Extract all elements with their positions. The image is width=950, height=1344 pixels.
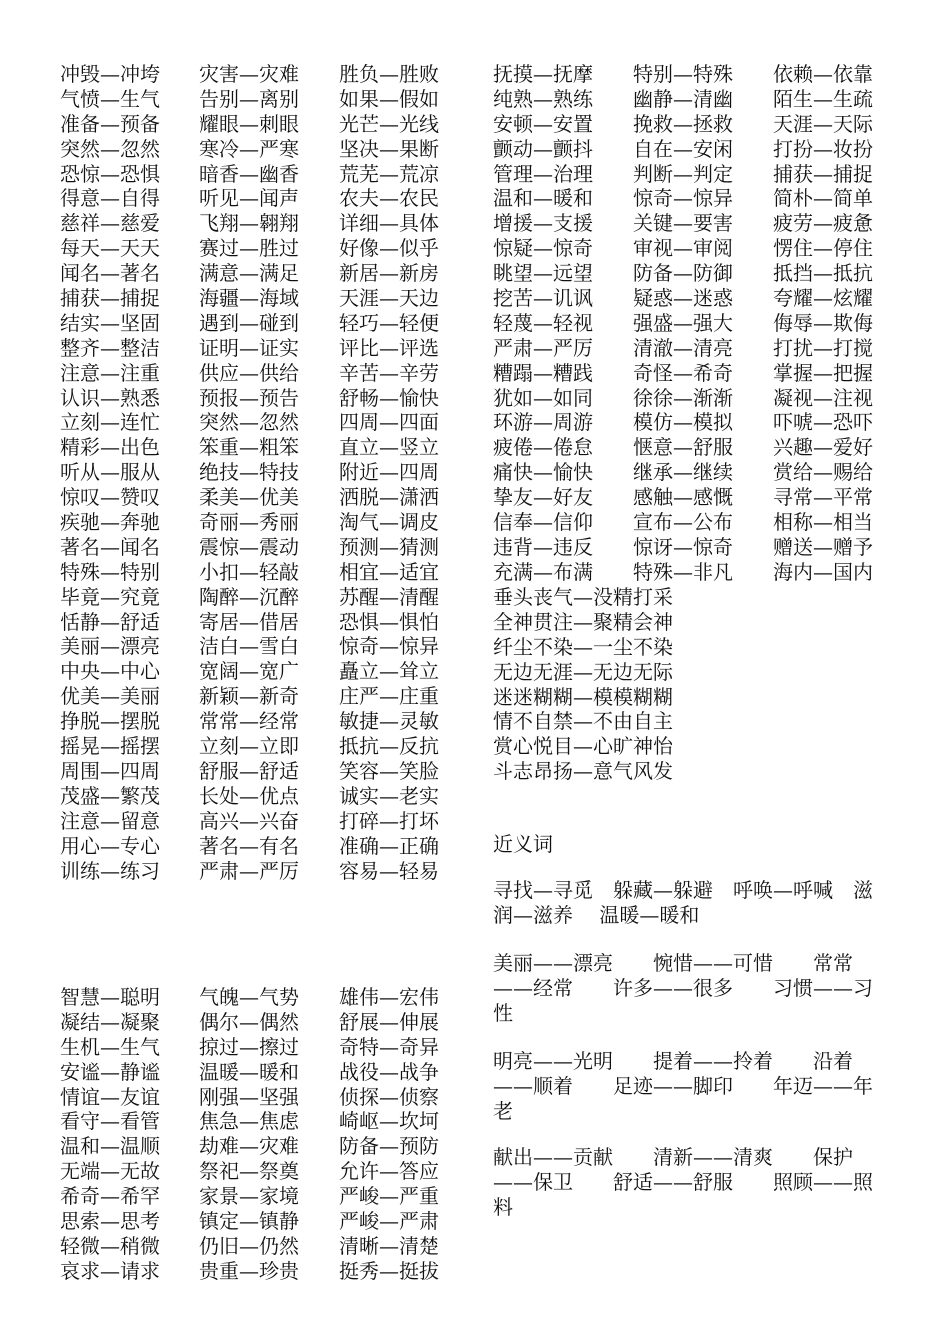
- word-pair: 气魄—气势: [199, 985, 299, 1009]
- word-pair: 训练—练习: [60, 858, 160, 883]
- word-pair: 美丽—漂亮: [60, 634, 160, 659]
- word-pair: 眺望—远望: [493, 261, 593, 286]
- word-pair: 雄伟—宏伟: [339, 985, 439, 1009]
- word-pair: 新居—新房: [339, 261, 439, 286]
- word-pair: 赏给—赐给: [773, 460, 873, 485]
- word-pair: 严肃—严厉: [199, 858, 299, 883]
- word-pair: 希奇—希罕: [60, 1184, 160, 1209]
- word-pair: 挺秀—挺拔: [339, 1258, 439, 1283]
- word-pair: 辛苦—辛劳: [339, 360, 439, 385]
- word-pair: 突然—忽然: [60, 136, 160, 161]
- word-pair: 信奉—信仰: [493, 510, 593, 535]
- word-pair: 智慧—聪明: [60, 985, 160, 1009]
- word-pair: 惊疑—惊奇: [493, 236, 593, 261]
- word-pair: 温暖—暖和: [199, 1059, 299, 1084]
- word-pair: 温和—暖和: [493, 186, 593, 211]
- word-pair: 焦急—焦虑: [199, 1109, 299, 1134]
- word-pair: 光芒—光线: [339, 111, 439, 136]
- word-pair: 贵重—珍贵: [199, 1258, 299, 1283]
- word-pair: 惊奇—惊异: [339, 634, 439, 659]
- word-pair: 赛过—胜过: [199, 236, 299, 261]
- word-pair: 高兴—兴奋: [199, 808, 299, 833]
- word-pair: 慈祥—慈爱: [60, 211, 160, 236]
- word-pair: 舒展—伸展: [339, 1009, 439, 1034]
- synonym-paragraph-3: 明亮——光明 提着——拎着 沿着——顺着 足迹——脚印 年迈——年老: [493, 1049, 873, 1123]
- word-pair: 管理—治理: [493, 161, 593, 186]
- word-pair: 相称—相当: [773, 510, 873, 535]
- word-pair: 寒冷—严寒: [199, 136, 299, 161]
- word-pair: 震惊—震动: [199, 534, 299, 559]
- word-pair: 挖苦—讥讽: [493, 286, 593, 311]
- word-pair: 恐惧—惧怕: [339, 609, 439, 634]
- word-pair: 情谊—友谊: [60, 1084, 160, 1109]
- word-pair: 惊奇—惊异: [633, 186, 733, 211]
- word-pair: 掠过—擦过: [199, 1034, 299, 1059]
- word-pair: 用心—专心: [60, 833, 160, 858]
- word-pair: 笑容—笑脸: [339, 758, 439, 783]
- word-pair: 耀眼—刺眼: [199, 111, 299, 136]
- word-pair: 温和—温顺: [60, 1134, 160, 1159]
- word-pair: 农夫—农民: [339, 186, 439, 211]
- word-pair: 挣脱—摆脱: [60, 709, 160, 734]
- word-pair: 得意—自得: [60, 186, 160, 211]
- word-pair: 灾害—灾难: [199, 62, 299, 86]
- word-pair: 违背—违反: [493, 534, 593, 559]
- word-pair: 立刻—立即: [199, 734, 299, 759]
- word-pair: 凝结—凝聚: [60, 1009, 160, 1034]
- word-pair: 飞翔—翱翔: [199, 211, 299, 236]
- word-pair: 挚友—好友: [493, 485, 593, 510]
- word-pair: 陌生—生疏: [773, 86, 873, 111]
- word-pair: 抵抗—反抗: [339, 734, 439, 759]
- word-pair: 直立—竖立: [339, 435, 439, 460]
- word-pair: 环游—周游: [493, 410, 593, 435]
- word-pair: 增援—支援: [493, 211, 593, 236]
- word-pair: 严峻—严肃: [339, 1209, 439, 1234]
- word-pair: 海内—国内: [773, 559, 873, 584]
- word-pair: 清晰—清楚: [339, 1233, 439, 1258]
- word-pair: 敏捷—灵敏: [339, 709, 439, 734]
- word-pair: 天涯—天边: [339, 286, 439, 311]
- word-pair: 关键—要害: [633, 211, 733, 236]
- word-column-2: [199, 62, 299, 883]
- word-pair: 惊讶—惊奇: [633, 534, 733, 559]
- word-pair: 特殊—特别: [60, 559, 160, 584]
- word-pair: 柔美—优美: [199, 485, 299, 510]
- word-column-4: [493, 62, 593, 585]
- word-pair: 相宜—适宜: [339, 559, 439, 584]
- word-pair: 注意—留意: [60, 808, 160, 833]
- word-pair: 情不自禁—不由自主: [493, 709, 673, 734]
- word-pair: 简朴—简单: [773, 186, 873, 211]
- word-pair: 痛快—愉快: [493, 460, 593, 485]
- word-pair: 常常—经常: [199, 709, 299, 734]
- word-pair: 突然—忽然: [199, 410, 299, 435]
- word-pair: 抚摸—抚摩: [493, 62, 593, 86]
- word-pair: 夸耀—炫耀: [773, 286, 873, 311]
- word-pair: 恐惊—恐惧: [60, 161, 160, 186]
- word-pair: 疲劳—疲惫: [773, 211, 873, 236]
- word-pair: 注意—注重: [60, 360, 160, 385]
- word-pair: 听见—闻声: [199, 186, 299, 211]
- word-pair: 宽阔—宽广: [199, 659, 299, 684]
- word-pair: 纤尘不染—一尘不染: [493, 634, 673, 659]
- word-pair: 掌握—把握: [773, 360, 873, 385]
- word-pair: 中央—中心: [60, 659, 160, 684]
- word-pair: 挽救—拯救: [633, 111, 733, 136]
- word-pair: 庄严—庄重: [339, 684, 439, 709]
- word-pair: 崎岖—坎坷: [339, 1109, 439, 1134]
- word-pair: 预报—预告: [199, 385, 299, 410]
- word-column-7: [60, 985, 160, 1284]
- word-column-8: [199, 985, 299, 1284]
- word-pair: 洁白—雪白: [199, 634, 299, 659]
- word-pair: 坚决—果断: [339, 136, 439, 161]
- word-pair: 纯熟—熟练: [493, 86, 593, 111]
- word-pair: 荒芜—荒凉: [339, 161, 439, 186]
- word-pair: 疾驰—奔驰: [60, 510, 160, 535]
- word-pair: 惊叹—赞叹: [60, 485, 160, 510]
- word-pair: 容易—轻易: [339, 858, 439, 883]
- word-pair: 优美—美丽: [60, 684, 160, 709]
- word-pair: 赠送—赠予: [773, 534, 873, 559]
- word-pair: 海疆—海域: [199, 286, 299, 311]
- word-column-1: [60, 62, 160, 883]
- word-pair: 斗志昂扬—意气风发: [493, 759, 673, 784]
- word-pair: 供应—供给: [199, 360, 299, 385]
- word-column-9: [339, 985, 439, 1284]
- word-pair: 气愤—生气: [60, 86, 160, 111]
- word-pair: 洒脱—潇洒: [339, 485, 439, 510]
- word-pair: 家景—家境: [199, 1184, 299, 1209]
- word-pair: 模仿—模拟: [633, 410, 733, 435]
- word-pair: 允许—答应: [339, 1159, 439, 1184]
- word-pair: 著名—有名: [199, 833, 299, 858]
- word-pair: 祭祀—祭奠: [199, 1159, 299, 1184]
- word-pair: 预测—猜测: [339, 534, 439, 559]
- word-pair: 全神贯注—聚精会神: [493, 609, 673, 634]
- word-pair: 奇丽—秀丽: [199, 510, 299, 535]
- word-column-3: [339, 62, 439, 883]
- word-pair: 矗立—耸立: [339, 659, 439, 684]
- word-pair: 舒服—舒适: [199, 758, 299, 783]
- word-pair: 闻名—著名: [60, 261, 160, 286]
- word-pair: 准备—预备: [60, 111, 160, 136]
- word-pair: 准确—正确: [339, 833, 439, 858]
- word-pair: 评比—评选: [339, 335, 439, 360]
- word-pair: 颤动—颤抖: [493, 136, 593, 161]
- word-pair: 看守—看管: [60, 1109, 160, 1134]
- word-pair: 生机—生气: [60, 1034, 160, 1059]
- word-pair: 诚实—老实: [339, 783, 439, 808]
- word-pair: 结实—坚固: [60, 310, 160, 335]
- word-pair: 仍旧—仍然: [199, 1233, 299, 1258]
- idiom-list: [493, 585, 673, 784]
- word-pair: 兴趣—爱好: [773, 435, 873, 460]
- word-pair: 战役—战争: [339, 1059, 439, 1084]
- word-pair: 幽静—清幽: [633, 86, 733, 111]
- word-pair: 侦探—侦察: [339, 1084, 439, 1109]
- word-pair: 特别—特殊: [633, 62, 733, 86]
- word-pair: 捕获—捕捉: [60, 286, 160, 311]
- word-pair: 安谧—静谧: [60, 1059, 160, 1084]
- word-pair: 奇特—奇异: [339, 1034, 439, 1059]
- word-pair: 惬意—舒服: [633, 435, 733, 460]
- word-pair: 疲倦—倦怠: [493, 435, 593, 460]
- word-pair: 凝视—注视: [773, 385, 873, 410]
- word-pair: 特殊—非凡: [633, 559, 733, 584]
- synonym-heading: 近义词: [493, 832, 553, 856]
- word-pair: 陶醉—沉醉: [199, 584, 299, 609]
- word-pair: 判断—判定: [633, 161, 733, 186]
- word-pair: 审视—审阅: [633, 236, 733, 261]
- word-pair: 愣住—停住: [773, 236, 873, 261]
- word-pair: 每天—天天: [60, 236, 160, 261]
- word-pair: 徐徐—渐渐: [633, 385, 733, 410]
- word-pair: 好像—似乎: [339, 236, 439, 261]
- word-pair: 天涯—天际: [773, 111, 873, 136]
- word-pair: 清澈—清亮: [633, 335, 733, 360]
- word-pair: 糟蹋—糟践: [493, 360, 593, 385]
- word-pair: 打扰—打搅: [773, 335, 873, 360]
- word-pair: 充满—布满: [493, 559, 593, 584]
- word-pair: 附近—四周: [339, 460, 439, 485]
- word-pair: 绝技—特技: [199, 460, 299, 485]
- word-pair: 胜负—胜败: [339, 62, 439, 86]
- word-pair: 迷迷糊糊—模模糊糊: [493, 684, 673, 709]
- word-pair: 如果—假如: [339, 86, 439, 111]
- word-pair: 冲毁—冲垮: [60, 62, 160, 86]
- word-pair: 立刻—连忙: [60, 410, 160, 435]
- synonym-paragraph-1: 寻找—寻觅 躲藏—躲避 呼唤—呼喊 滋润—滋养 温暖—暖和: [493, 878, 873, 927]
- synonym-paragraph-4: 献出——贡献 清新——清爽 保护——保卫 舒适——舒服 照顾——照料: [493, 1145, 873, 1219]
- word-pair: 寄居—借居: [199, 609, 299, 634]
- word-pair: 认识—熟悉: [60, 385, 160, 410]
- word-pair: 抵挡—抵抗: [773, 261, 873, 286]
- word-column-5: [633, 62, 733, 585]
- word-pair: 思索—思考: [60, 1209, 160, 1234]
- word-pair: 听从—服从: [60, 460, 160, 485]
- word-pair: 舒畅—愉快: [339, 385, 439, 410]
- word-pair: 宣布—公布: [633, 510, 733, 535]
- word-pair: 四周—四面: [339, 410, 439, 435]
- word-pair: 刚强—坚强: [199, 1084, 299, 1109]
- word-pair: 打扮—妆扮: [773, 136, 873, 161]
- word-pair: 新颖—新奇: [199, 684, 299, 709]
- word-pair: 无边无涯—无边无际: [493, 659, 673, 684]
- word-pair: 哀求—请求: [60, 1258, 160, 1283]
- word-pair: 安顿—安置: [493, 111, 593, 136]
- word-pair: 疑惑—迷惑: [633, 286, 733, 311]
- word-pair: 苏醒—清醒: [339, 584, 439, 609]
- word-column-6: [773, 62, 873, 585]
- word-pair: 证明—证实: [199, 335, 299, 360]
- word-pair: 周围—四周: [60, 758, 160, 783]
- word-pair: 寻常—平常: [773, 485, 873, 510]
- word-pair: 摇晃—摇摆: [60, 734, 160, 759]
- word-pair: 精彩—出色: [60, 435, 160, 460]
- word-pair: 遇到—碰到: [199, 310, 299, 335]
- word-pair: 轻巧—轻便: [339, 310, 439, 335]
- word-pair: 轻微—稍微: [60, 1233, 160, 1258]
- word-pair: 偶尔—偶然: [199, 1009, 299, 1034]
- word-pair: 强盛—强大: [633, 310, 733, 335]
- word-pair: 毕竟—究竟: [60, 584, 160, 609]
- word-pair: 小扣—轻敲: [199, 559, 299, 584]
- word-pair: 侮辱—欺侮: [773, 310, 873, 335]
- word-pair: 告别—离别: [199, 86, 299, 111]
- word-pair: 恬静—舒适: [60, 609, 160, 634]
- word-pair: 吓唬—恐吓: [773, 410, 873, 435]
- word-pair: 继承—继续: [633, 460, 733, 485]
- word-pair: 赏心悦目—心旷神怡: [493, 734, 673, 759]
- synonym-paragraph-2: 美丽——漂亮 惋惜——可惜 常常——经常 许多——很多 习惯——习性: [493, 951, 873, 1025]
- word-pair: 详细—具体: [339, 211, 439, 236]
- word-pair: 轻蔑—轻视: [493, 310, 593, 335]
- word-pair: 暗香—幽香: [199, 161, 299, 186]
- word-pair: 自在—安闲: [633, 136, 733, 161]
- word-pair: 笨重—粗笨: [199, 435, 299, 460]
- word-pair: 垂头丧气—没精打采: [493, 585, 673, 609]
- word-pair: 茂盛—繁茂: [60, 783, 160, 808]
- word-pair: 奇怪—希奇: [633, 360, 733, 385]
- word-pair: 整齐—整洁: [60, 335, 160, 360]
- word-pair: 犹如—如同: [493, 385, 593, 410]
- word-pair: 防备—预防: [339, 1134, 439, 1159]
- word-pair: 依赖—依靠: [773, 62, 873, 86]
- word-pair: 严峻—严重: [339, 1184, 439, 1209]
- word-pair: 严肃—严厉: [493, 335, 593, 360]
- word-pair: 劫难—灾难: [199, 1134, 299, 1159]
- word-pair: 无端—无故: [60, 1159, 160, 1184]
- word-pair: 捕获—捕捉: [773, 161, 873, 186]
- word-pair: 满意—满足: [199, 261, 299, 286]
- word-pair: 镇定—镇静: [199, 1209, 299, 1234]
- word-pair: 著名—闻名: [60, 534, 160, 559]
- word-pair: 打碎—打坏: [339, 808, 439, 833]
- word-pair: 淘气—调皮: [339, 510, 439, 535]
- word-pair: 防备—防御: [633, 261, 733, 286]
- word-pair: 长处—优点: [199, 783, 299, 808]
- word-pair: 感触—感慨: [633, 485, 733, 510]
